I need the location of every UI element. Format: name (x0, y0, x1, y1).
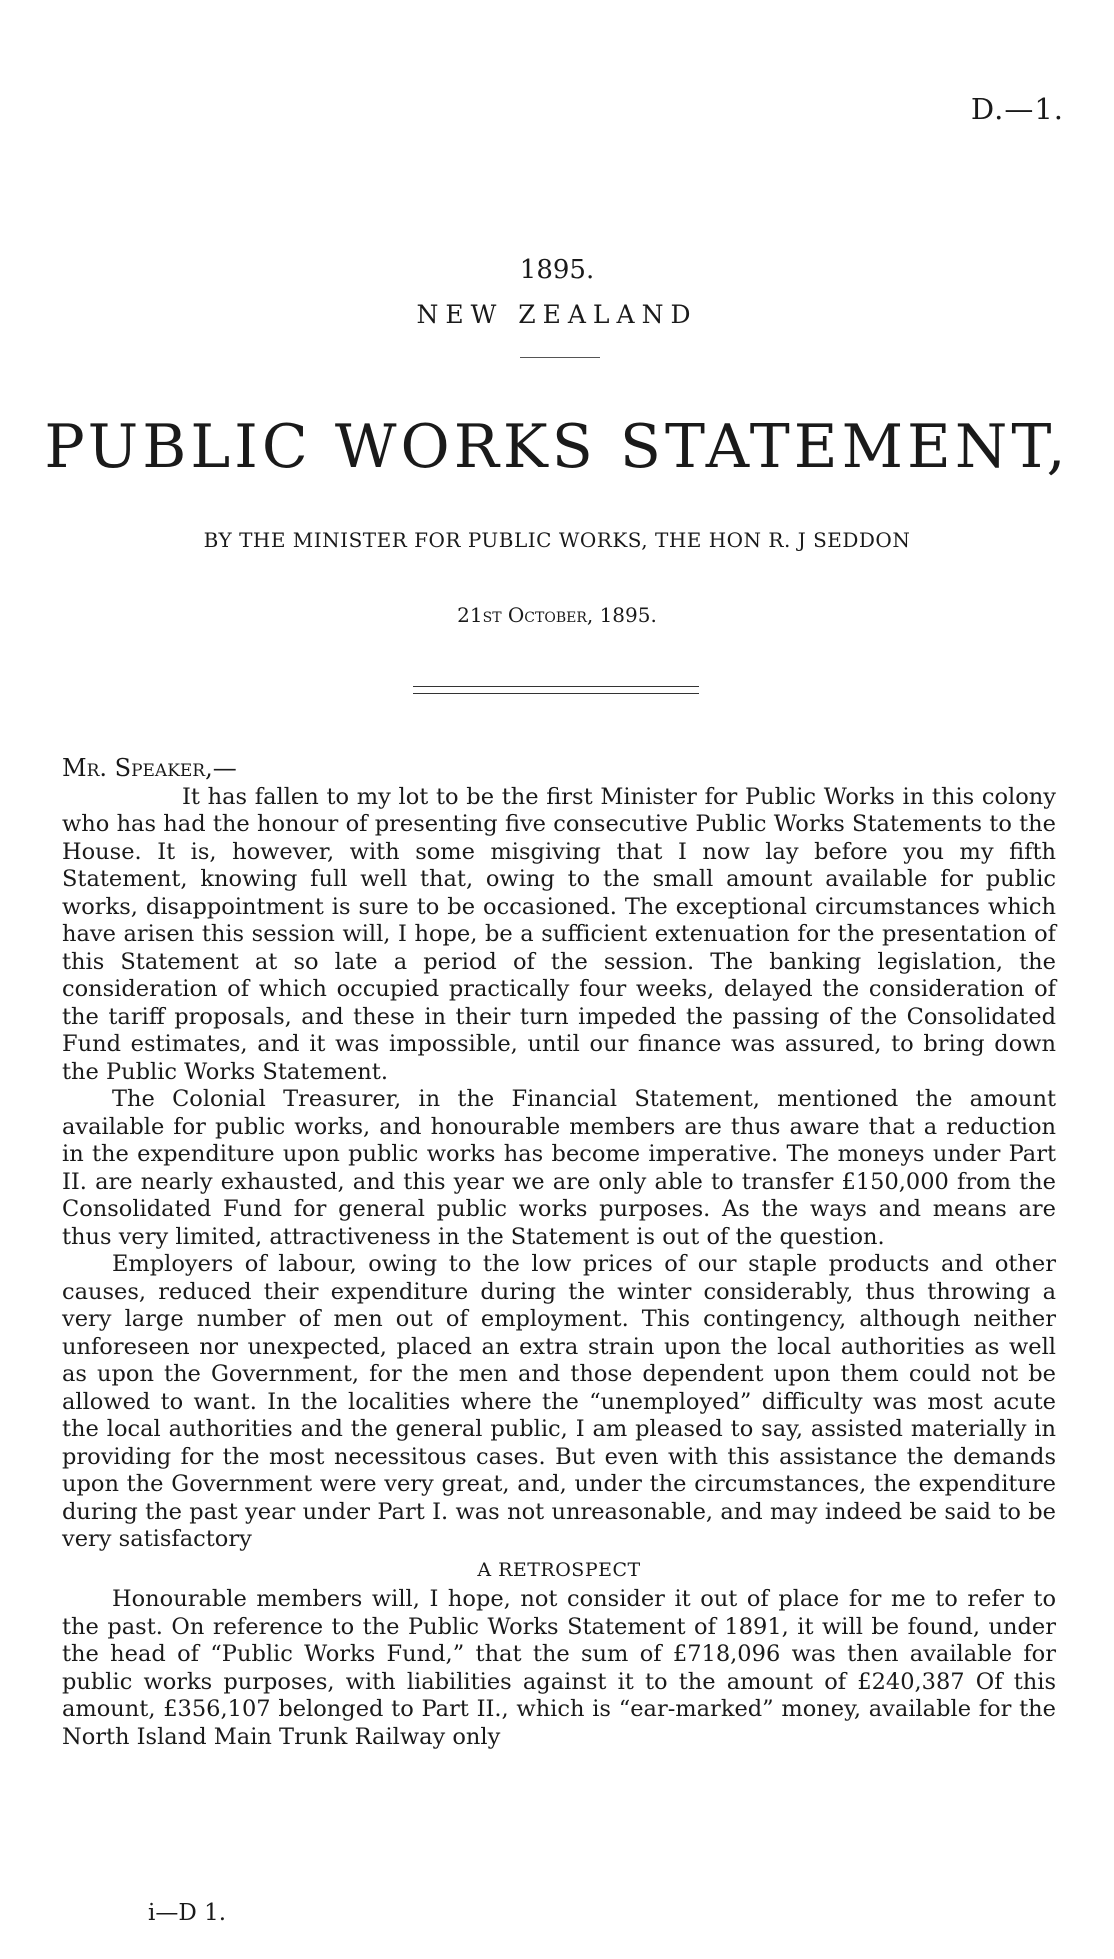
double-divider (413, 686, 699, 694)
country-heading: NEW ZEALAND (416, 300, 698, 329)
footer-code: i—D 1. (148, 1900, 227, 1926)
short-divider (520, 357, 600, 358)
section-heading: A RETROSPECT (477, 1558, 641, 1581)
page-reference: D.—1. (970, 92, 1064, 126)
paragraph: It has fallen to my lot to be the first Minister for Public Works in this colony who has had the honour of presenting five consecutive Public Works Statements to the House. It is, however, with some misgiving that I now lay before you my fifth Statement, knowing full well that, owing to the small amount available for public works, disappointment is sure to be occasioned. The exceptional circumstances which have arisen this session will, I hope, be a sufficient extenuation for the presentation of this Statement at so late a period of the session. The banking legislation, the consideration of which occupied practically four weeks, delayed the consideration of the tariff proposals, and these in their turn impeded the passing of the Consolidated Fund estimates, and it was impossible, until our finance was assured, to bring down the Public Works Statement. (62, 783, 1056, 1085)
byline: BY THE MINISTER FOR PUBLIC WORKS, THE HON R. J SEDDON (203, 528, 911, 552)
statement-date: 21st October, 1895. (457, 603, 657, 627)
document-title: PUBLIC WORKS STATEMENT, (44, 412, 1070, 482)
paragraph: The Colonial Treasurer, in the Financial Statement, mentioned the amount available for public works, and honourable members are thus aware that a reduction in the expenditure upon public works has become imperative. The moneys under Part II. are nearly exhausted, and this year we are only able to transfer £150,000 from the Consolidated Fund for general public works purposes. As the ways and means are thus very limited, attractiveness in the Statement is out of the question. (62, 1086, 1056, 1250)
paragraph: Honourable members will, I hope, not consider it out of place for me to refer to the past. On reference to the Public Works Statement of 1891, it will be found, under the head of “Public Works Fund,” that the sum of £718,096 was then available for public works purposes, with liabilities against it to the amount of £240,387 Of this amount, £356,107 belonged to Part II., which is “ear-marked” money, available for the North Island Main Trunk Railway only (62, 1586, 1056, 1750)
document-year: 1895. (519, 255, 595, 285)
body-text (62, 755, 1056, 1751)
salutation: Mr. Speaker,— (62, 754, 237, 782)
paragraph: Employers of labour, owing to the low prices of our staple products and other causes, reduced their expenditure during the winter considerably, thus throwing a very large number of men out of employment. This contingency, although neither unforeseen nor unexpected, placed an extra strain upon the local authorities as well as upon the Government, for the men and those dependent upon them could not be allowed to want. In the localities where the “unemployed” difficulty was most acute the local authorities and the general public, I am pleased to say, assisted materially in providing for the most necessitous cases. But even with this assistance the demands upon the Government were very great, and, under the circumstances, the expenditure during the past year under Part I. was not unreasonable, and may indeed be said to be very satisfactory (62, 1251, 1056, 1552)
